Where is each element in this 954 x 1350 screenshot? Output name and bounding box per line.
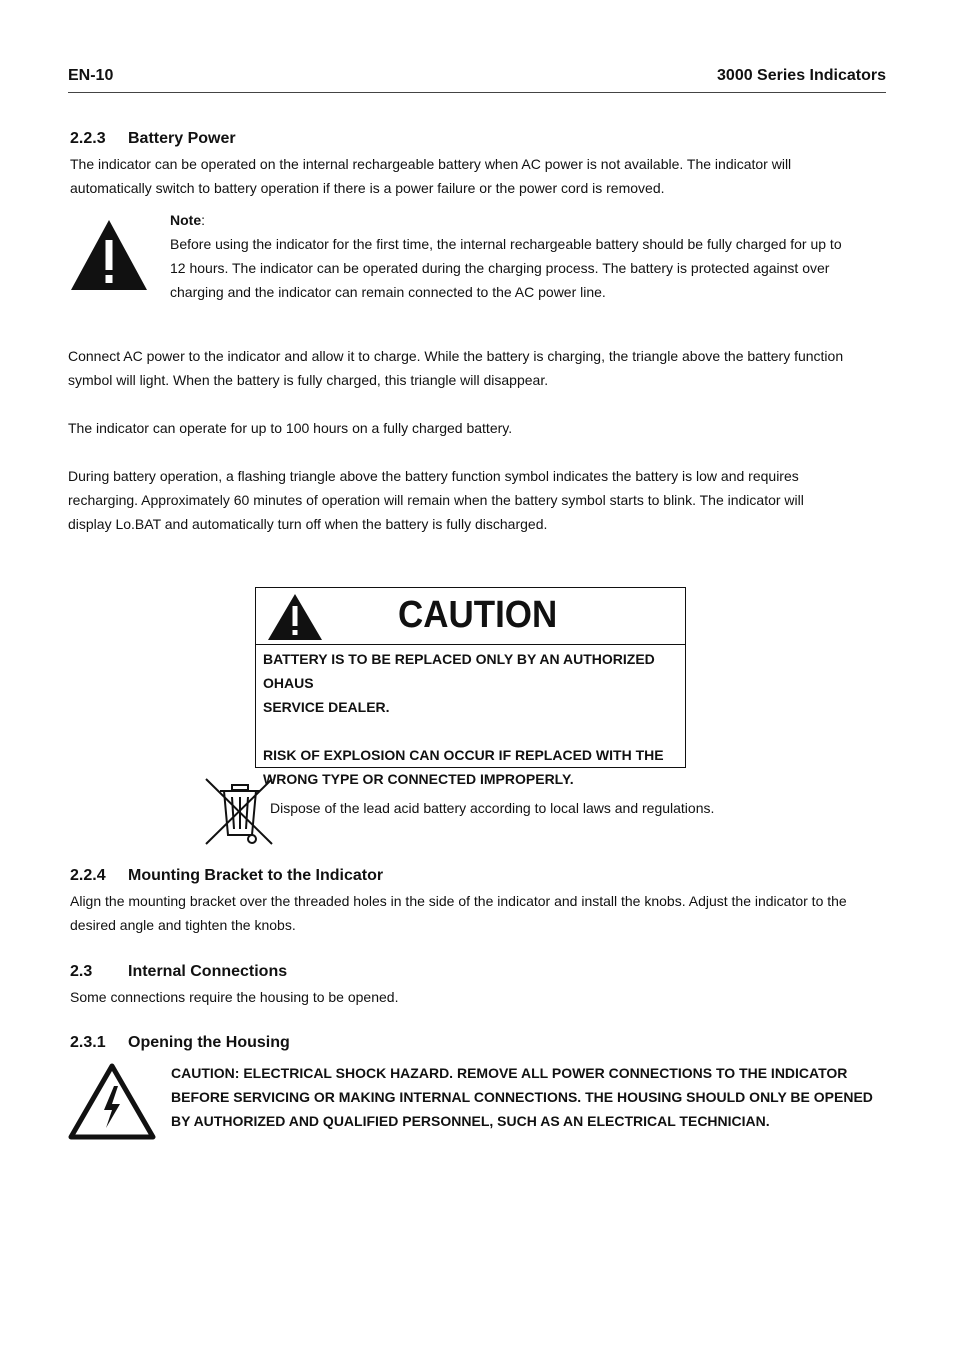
text-line: BY AUTHORIZED AND QUALIFIED PERSONNEL, SUCH AS AN ELECTRICAL TECHNICIAN. [171, 1113, 770, 1129]
text-line: 12 hours. The indicator can be operated during the charging process. The battery is protected against over [170, 260, 830, 276]
text-line: desired angle and tighten the knobs. [70, 917, 296, 933]
text-line: Align the mounting bracket over the threaded holes in the side of the indicator and install the knobs. Adjust the indicator to the [70, 893, 847, 909]
crossed-out-bin-icon [204, 777, 276, 847]
text-line: Connect AC power to the indicator and allow it to charge. While the battery is charging, the triangle above the battery function [68, 348, 844, 364]
section-number: 2.3 [70, 963, 93, 980]
text-line: The indicator can be operated on the internal rechargeable battery when AC power is not available. The indicator will [70, 156, 792, 172]
caution-text [263, 647, 685, 791]
internal-connections-paragraph [70, 985, 398, 1009]
text-line: During battery operation, a flashing triangle above the battery function symbol indicates the battery is low and requires [68, 468, 799, 484]
text-line: BATTERY IS TO BE REPLACED ONLY BY AN AUTHORIZED OHAUS [263, 651, 655, 691]
text-line: display Lo.BAT and automatically turn off when the battery is fully discharged. [68, 516, 548, 532]
text-line: charging and the indicator can remain connected to the AC power line. [170, 284, 606, 300]
text-line: The indicator can operate for up to 100 hours on a fully charged battery. [68, 420, 513, 436]
section-heading-2-2-3 [70, 130, 236, 148]
electrical-hazard-icon [68, 1062, 156, 1140]
low-battery-paragraph [68, 464, 804, 536]
text-line: recharging. Approximately 60 minutes of operation will remain when the battery symbol starts to blink. The indicator will [68, 492, 804, 508]
section-title: Mounting Bracket to the Indicator [128, 867, 384, 884]
warning-triangle-icon [69, 218, 149, 292]
text-line: symbol will light. When the battery is fully charged, this triangle will disappear. [68, 372, 549, 388]
section-title: Internal Connections [128, 963, 288, 980]
text-line: Before using the indicator for the first time, the internal rechargeable battery should be fully charged for up to [170, 236, 842, 252]
disposal-text: Dispose of the lead acid battery according to local laws and regulations. [270, 800, 715, 816]
page-number: EN-10 [68, 67, 114, 84]
note-label: Note [170, 212, 202, 228]
text-line: CAUTION: ELECTRICAL SHOCK HAZARD. REMOVE ALL POWER CONNECTIONS TO THE INDICATOR [171, 1065, 848, 1081]
section-title: Opening the Housing [128, 1034, 290, 1051]
section-number: 2.2.4 [70, 867, 106, 884]
mounting-paragraph [70, 889, 847, 937]
section-title: Battery Power [128, 130, 236, 147]
section-number: 2.3.1 [70, 1034, 106, 1051]
caution-header [256, 588, 685, 645]
section-heading-2-2-4 [70, 867, 383, 885]
section-heading-2-3-1 [70, 1034, 290, 1052]
note-colon: : [201, 212, 206, 228]
text-line: WRONG TYPE OR CONNECTED IMPROPERLY. [263, 771, 574, 787]
runtime-paragraph [68, 416, 512, 440]
section-heading-2-3 [70, 963, 287, 981]
battery-intro-paragraph [70, 152, 791, 200]
text-line: RISK OF EXPLOSION CAN OCCUR IF REPLACED WITH THE [263, 747, 664, 763]
text-line: SERVICE DEALER. [263, 699, 390, 715]
shock-hazard-warning [171, 1061, 873, 1133]
caution-box [255, 587, 686, 787]
text-line: BEFORE SERVICING OR MAKING INTERNAL CONNECTIONS. THE HOUSING SHOULD ONLY BE OPENED [171, 1089, 873, 1105]
caution-title: CAUTION [398, 594, 558, 636]
charging-paragraph [68, 344, 843, 392]
text-line: Some connections require the housing to be opened. [70, 989, 399, 1005]
note-block [170, 208, 842, 304]
header-rule [68, 92, 886, 93]
warning-triangle-icon [267, 593, 323, 641]
document-title: 3000 Series Indicators [717, 67, 886, 84]
section-number: 2.2.3 [70, 130, 106, 147]
text-line: automatically switch to battery operation if there is a power failure or the power cord is removed. [70, 180, 665, 196]
